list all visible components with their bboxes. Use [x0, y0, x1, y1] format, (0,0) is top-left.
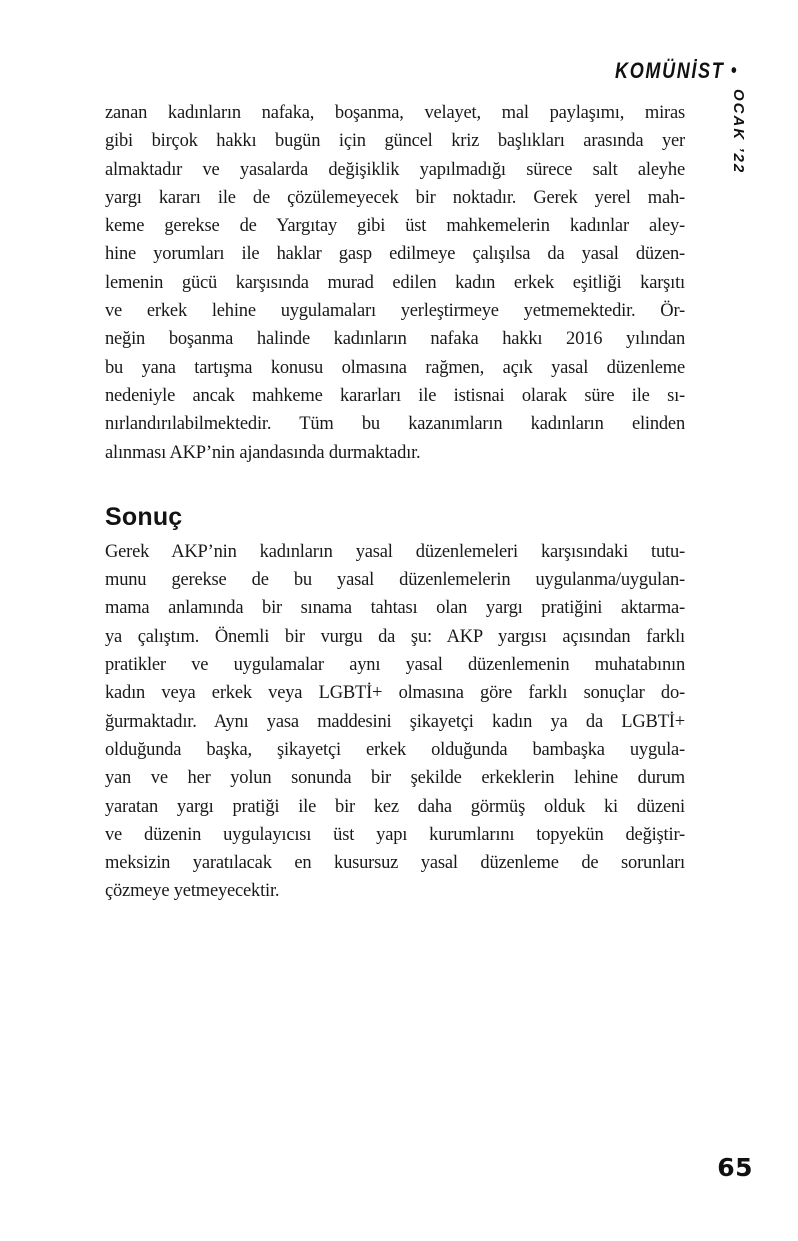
text-line: meksizin yaratılacak en kusursuz yasal düzenleme de sorunları	[105, 853, 685, 874]
text-line: pratikler ve uygulamalar aynı yasal düzenlemenin muhatabının	[105, 655, 685, 676]
text-line: ya çalıştım. Önemli bir vurgu da şu: AKP yargısı açısından farklı	[105, 626, 685, 647]
text-line: nedeniyle ancak mahkeme kararları ile istisnai olarak süre ile sı-	[105, 385, 685, 406]
text-line: olduğunda başka, şikayetçi erkek olduğunda bambaşka uygula-	[105, 739, 685, 760]
masthead-bullet-icon: •	[730, 60, 738, 82]
text-line: ve düzenin uygulayıcısı üst yapı kurumlarını topyekün değiştir-	[105, 824, 685, 845]
magazine-masthead	[615, 57, 738, 85]
masthead-title: KOMÜNİST	[614, 58, 725, 83]
text-line: gibi birçok hakkı bugün için güncel kriz başlıkları arasında yer	[105, 131, 685, 152]
text-line: mama anlamında bir sınama tahtası olan yargı pratiğini aktarma-	[105, 598, 685, 619]
text-line: lemenin gücü karşısında murad edilen kadın erkek eşitliği karşıtı	[105, 272, 685, 293]
text-line: yan ve her yolun sonunda bir şekilde erkeklerin lehine durum	[105, 768, 685, 789]
paragraph-continuation	[105, 99, 685, 467]
text-line: yargı kararı ile de çözülemeyecek bir noktadır. Gerek yerel mah-	[105, 187, 685, 208]
text-line: keme gerekse de Yargıtay gibi üst mahkemelerin kadınlar aley-	[105, 216, 685, 237]
text-line: Gerek AKP’nin kadınların yasal düzenlemeleri karşısındaki tutu-	[105, 541, 685, 562]
text-line: munu gerekse de bu yasal düzenlemelerin uygulanma/uygulan-	[105, 570, 685, 591]
text-line: ve erkek lehine uygulamaları yerleştirmeye yetmemektedir. Ör-	[105, 301, 685, 322]
text-line: çözmeye yetmeyecektir.	[105, 881, 280, 902]
article-body	[105, 99, 685, 906]
text-line: almaktadır ve yasalarda değişiklik yapılmadığı sürece salt aleyhe	[105, 159, 685, 180]
text-line: zanan kadınların nafaka, boşanma, velayet, mal paylaşımı, miras	[105, 103, 685, 123]
page-number: 65	[717, 1153, 753, 1182]
issue-date-vertical: OCAK ’22	[730, 89, 747, 175]
text-line: hine yorumları ile haklar gasp edilmeye çalışılsa da yasal düzen-	[105, 244, 685, 265]
text-line: nırlandırılabilmektedir. Tüm bu kazanımların kadınların elinden	[105, 414, 685, 435]
paragraph-conclusion	[105, 538, 685, 906]
text-line: alınması AKP’nin ajandasında durmaktadır.	[105, 442, 421, 463]
text-line: neğin boşanma halinde kadınların nafaka hakkı 2016 yılından	[105, 329, 685, 350]
text-line: ğurmaktadır. Aynı yasa maddesini şikayetçi kadın ya da LGBTİ+	[105, 711, 685, 732]
text-line: bu yana tartışma konusu olmasına rağmen, açık yasal düzenleme	[105, 357, 685, 378]
text-line: kadın veya erkek veya LGBTİ+ olmasına göre farklı sonuçlar do-	[105, 683, 685, 704]
section-heading-sonuc: Sonuç	[105, 502, 183, 531]
text-line: yaratan yargı pratiği ile bir kez daha görmüş olduk ki düzeni	[105, 796, 685, 817]
